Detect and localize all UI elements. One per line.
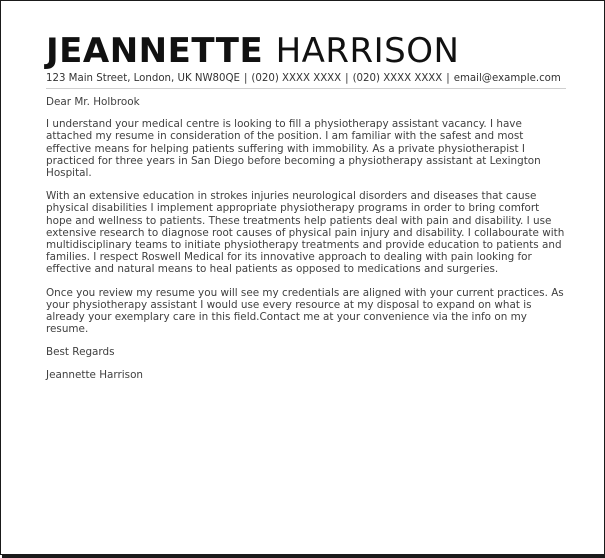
contact-separator: |	[446, 73, 450, 84]
contact-address: 123 Main Street, London, UK NW80QE	[46, 73, 240, 84]
body-paragraph-1: I understand your medical centre is looking to fill a physiotherapy assistant vacancy. I have attached my resume in consideration of the position. I am familiar with the safest and most effective means for helping patients suffering with immobility. As a private physiotherapist I practiced for three years in San Diego before becoming a physiotherapy assistant at Lexington Hospital.	[46, 118, 541, 180]
contact-phone-2: (020) XXXX XXXX	[352, 73, 443, 84]
contact-separator: |	[243, 73, 248, 84]
body-paragraph-3: Once you review my resume you will see my credentials are aligned with your current practices. As your physiotherapy assistant I would use every resource at my disposal to expand on what is already your exemplary care in this field.Contact me at your convenience via the info on my resume.	[46, 286, 564, 336]
body-paragraph-2: With an extensive education in strokes injuries neurological disorders and diseases that cause physical disabilities I implement appropriate physiotherapy programs in order to bring comfort hope and wellness to patients. These treatments help patients deal with pain and disability. I use extensive research to diagnose root causes of physical pain injury and disability. I collabourate with multidisciplinary teams to initiate physiotherapy treatments and provide education to patients and families. I respect Roswell Medical for its innovative approach to dealing with pain looking for effective and natural means to heal patients as opposed to medications and surgeries.	[46, 190, 565, 276]
signature: Jeannette Harrison	[46, 368, 144, 381]
contact-phone-1: (020) XXXX XXXX	[251, 73, 342, 84]
closing: Best Regards	[46, 346, 115, 359]
salutation: Dear Mr. Holbrook	[46, 96, 140, 108]
letter-content	[46, 31, 566, 392]
contact-line	[46, 72, 566, 89]
letter-body	[46, 96, 566, 381]
sender-first-name: JEANNETTE	[46, 31, 264, 71]
sender-last-name: HARRISON	[275, 31, 460, 71]
contact-separator: |	[345, 73, 349, 84]
sender-name	[46, 31, 566, 71]
contact-email: email@example.com	[453, 73, 561, 84]
